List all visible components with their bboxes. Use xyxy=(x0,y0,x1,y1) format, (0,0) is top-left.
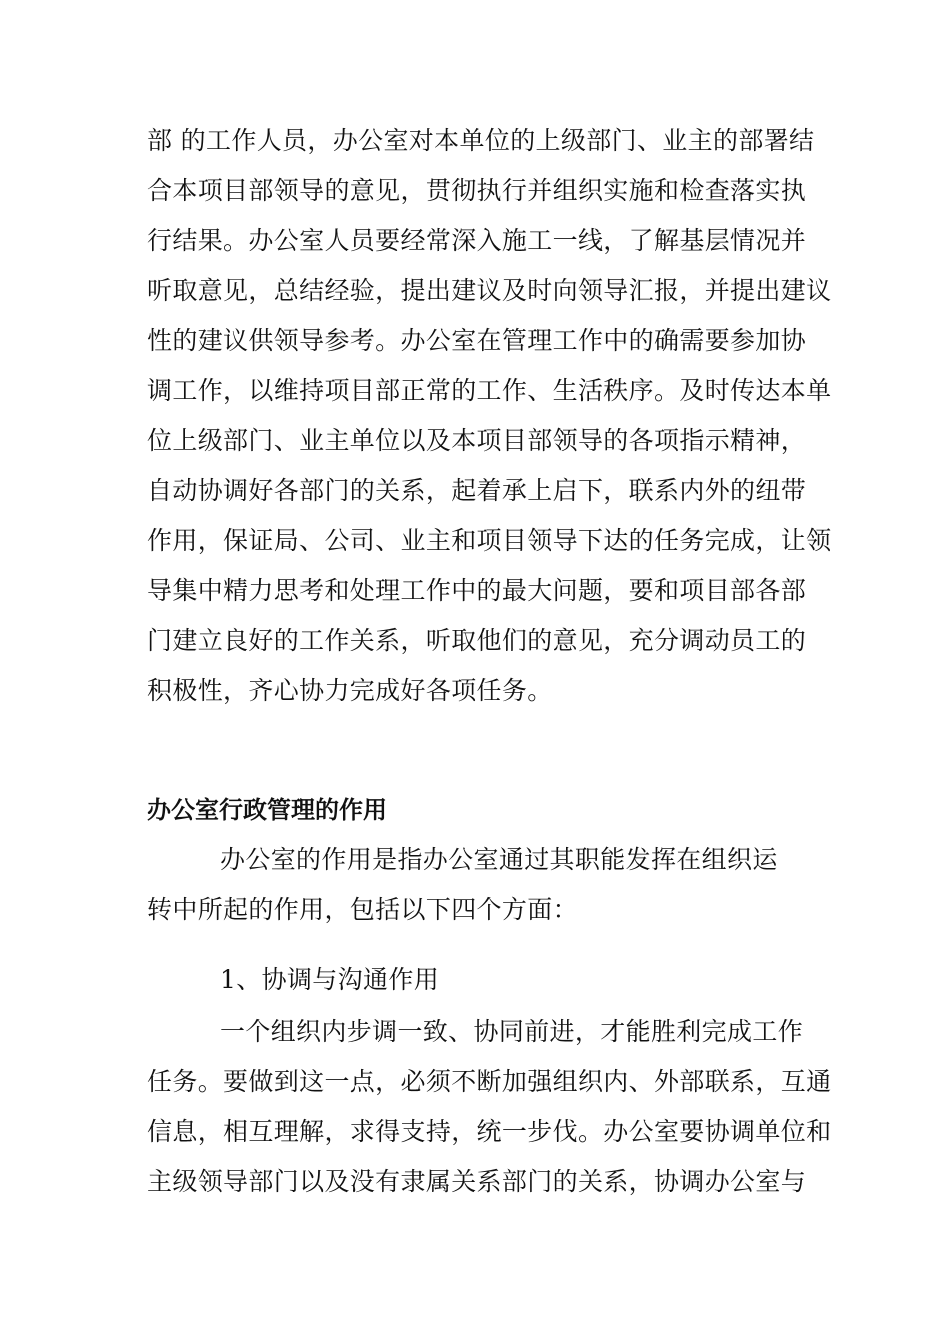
section-heading: 办公室行政管理的作用 xyxy=(147,796,387,824)
item1-title: 1、协调与沟通作用 xyxy=(220,965,440,994)
paragraph1-line-11: 门建立良好的工作关系，听取他们的意见，充分调动员工的 xyxy=(147,626,807,655)
paragraph2-line-1: 一个组织内步调一致、协同前进，才能胜利完成工作 xyxy=(220,1017,804,1046)
paragraph1-line-2: 合本项目部领导的意见，贯彻执行并组织实施和检查落实执 xyxy=(147,176,807,205)
paragraph1-line-7: 位上级部门、业主单位以及本项目部领导的各项指示精神， xyxy=(147,426,807,455)
paragraph1-line-12: 积极性，齐心协力完成好各项任务。 xyxy=(147,676,553,705)
paragraph1-line-6: 调工作，以维持项目部正常的工作、生活秩序。及时传达本单 xyxy=(147,376,832,405)
paragraph2-line-4: 主级领导部门以及没有隶属关系部门的关系，协调办公室与 xyxy=(147,1167,807,1196)
paragraph1-line-1: 部 的工作人员，办公室对本单位的上级部门、业主的部署结 xyxy=(147,126,815,155)
paragraph1-line-10: 导集中精力思考和处理工作中的最大问题，要和项目部各部 xyxy=(147,576,807,605)
paragraph1-line-8: 自动协调好各部门的关系，起着承上启下，联系内外的纽带 xyxy=(147,476,807,505)
paragraph2-line-3: 信息，相互理解，求得支持，统一步伐。办公室要协调单位和 xyxy=(147,1117,832,1146)
intro-line-2: 转中所起的作用，包括以下四个方面： xyxy=(147,895,578,924)
paragraph1-line-3: 行结果。办公室人员要经常深入施工一线，了解基层情况并 xyxy=(147,226,807,255)
paragraph1-line-4: 听取意见，总结经验，提出建议及时向领导汇报，并提出建议 xyxy=(147,276,832,305)
paragraph1-line-5: 性的建议供领导参考。办公室在管理工作中的确需要参加协 xyxy=(147,326,807,355)
intro-line-1: 办公室的作用是指办公室通过其职能发挥在组织运 xyxy=(220,845,778,874)
paragraph1-line-9: 作用，保证局、公司、业主和项目领导下达的任务完成，让领 xyxy=(147,526,832,555)
paragraph2-line-2: 任务。要做到这一点，必须不断加强组织内、外部联系，互通 xyxy=(147,1067,832,1096)
